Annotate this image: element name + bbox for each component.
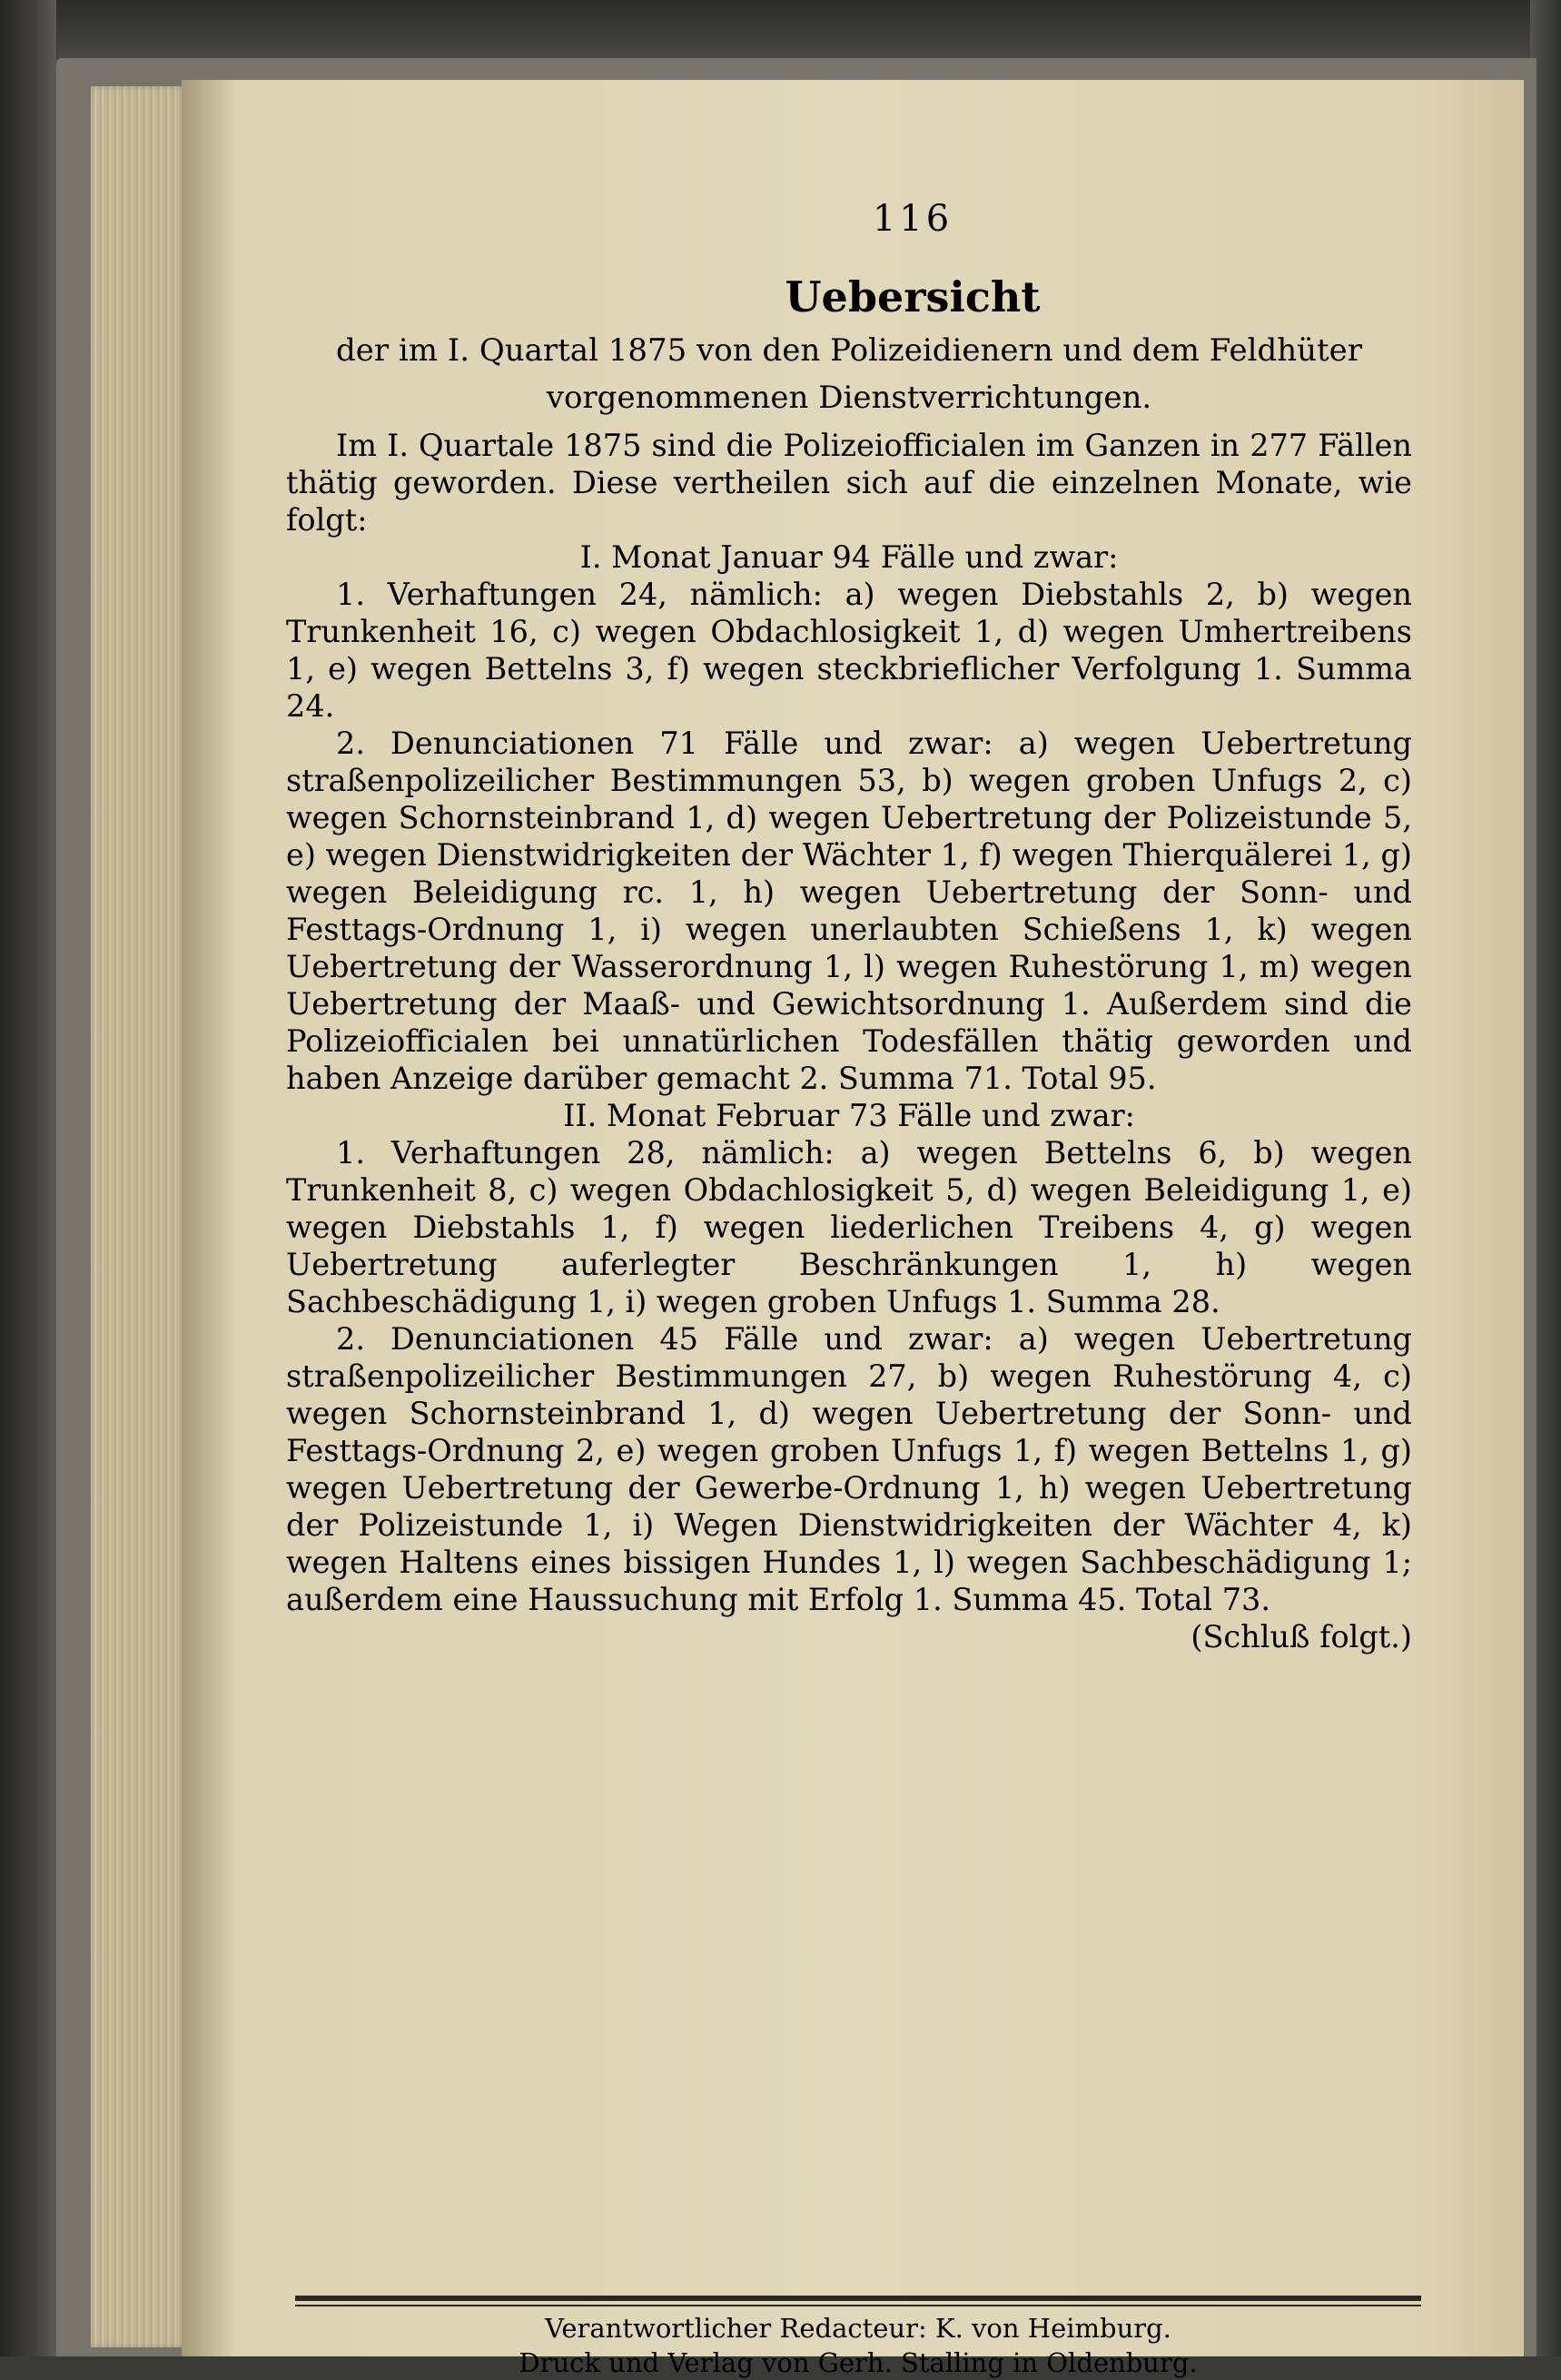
- colophon: [295, 2311, 1421, 2380]
- paragraph-february-denunciations: 2. Denunciationen 45 Fälle und zwar: a) wegen Uebertretung straßenpolizeilicher Bestimmungen 27, b) wegen Ruhestörung 4, c) wegen Schornsteinbrand 1, d) wegen Uebertretung der Sonn- und Festtags-Ordnung 2, e) wegen groben Unfugs 1, f) wegen Bettelns 1, g) wegen Uebertretung der Gewerbe-Ordnung 1, h) wegen Uebertretung der Polizeistunde 1, i) Wegen Dienstwidrigkeiten der Wächter 4, k) wegen Haltens eines bissigen Hundes 1, l) wegen Sachbeschädigung 1; außerdem eine Haussuchung mit Erfolg 1. Summa 45. Total 73.: [286, 1321, 1412, 1617]
- paragraph-intro: Im I. Quartale 1875 sind die Polizeiofficialen im Ganzen in 277 Fällen thätig geworden. Diese vertheilen sich auf die einzelnen Monate, wie folgt:: [286, 428, 1412, 538]
- month-heading-february: II. Monat Februar 73 Fälle und zwar:: [563, 1098, 1135, 1133]
- page-number: 116: [872, 198, 953, 240]
- colophon-printer: Druck und Verlag von Gerh. Stalling in Oldenburg.: [519, 2347, 1198, 2378]
- paragraph-january-denunciations: 2. Denunciationen 71 Fälle und zwar: a) wegen Uebertretung straßenpolizeilicher Bestimmungen 53, b) wegen groben Unfugs 2, c) wegen Schornsteinbrand 1, d) wegen Uebertretung der Polizeistunde 5, e) wegen Dienstwidrigkeiten der Wächter 1, f) wegen Thierquälerei 1, g) wegen Beleidigung rc. 1, h) wegen Uebertretung der Sonn- und Festtags-Ordnung 1, i) wegen unerlaubten Schießens 1, k) wegen Uebertretung der Wasserordnung 1, l) wegen Ruhestörung 1, m) wegen Uebertretung der Maaß- und Gewichtsordnung 1. Außerdem sind die Polizeiofficialen bei unnatürlichen Todesfällen thätig geworden und haben Anzeige darüber gemacht 2. Summa 71. Total 95.: [286, 726, 1412, 1096]
- page-title: Uebersicht: [785, 272, 1041, 321]
- book-spine-edge: [0, 0, 56, 2356]
- page-subtitle: der im I. Quartal 1875 von den Polizeidienern und dem Feldhüter vorgenommenen Dienstverrichtungen.: [335, 332, 1363, 416]
- continued-note: (Schluß folgt.): [1191, 1619, 1412, 1654]
- paragraph-february-arrests: 1. Verhaftungen 28, nämlich: a) wegen Bettelns 6, b) wegen Trunkenheit 8, c) wegen Obdachlosigkeit 5, d) wegen Beleidigung 1, e) wegen Diebstahls 1, f) wegen liederlichen Treibens 4, g) wegen Uebertretung auferlegter Beschränkungen 1, h) wegen Sachbeschädigung 1, i) wegen groben Unfugs 1. Summa 28.: [286, 1135, 1412, 1319]
- footer-rule: [295, 2296, 1421, 2301]
- paragraph-january-arrests: 1. Verhaftungen 24, nämlich: a) wegen Diebstahls 2, b) wegen Trunkenheit 16, c) wegen Obdachlosigkeit 1, d) wegen Umhertreibens 1, e) wegen Bettelns 3, f) wegen steckbrieflicher Verfolgung 1. Summa 24.: [286, 577, 1412, 724]
- scan-background: [0, 0, 1561, 64]
- body-text: [286, 427, 1412, 1655]
- month-heading-january: I. Monat Januar 94 Fälle und zwar:: [579, 539, 1119, 575]
- footer-rule-thin: [295, 2305, 1421, 2306]
- gutter-shadow: [182, 80, 236, 2356]
- colophon-editor: Verantwortlicher Redacteur: K. von Heimburg.: [545, 2313, 1171, 2344]
